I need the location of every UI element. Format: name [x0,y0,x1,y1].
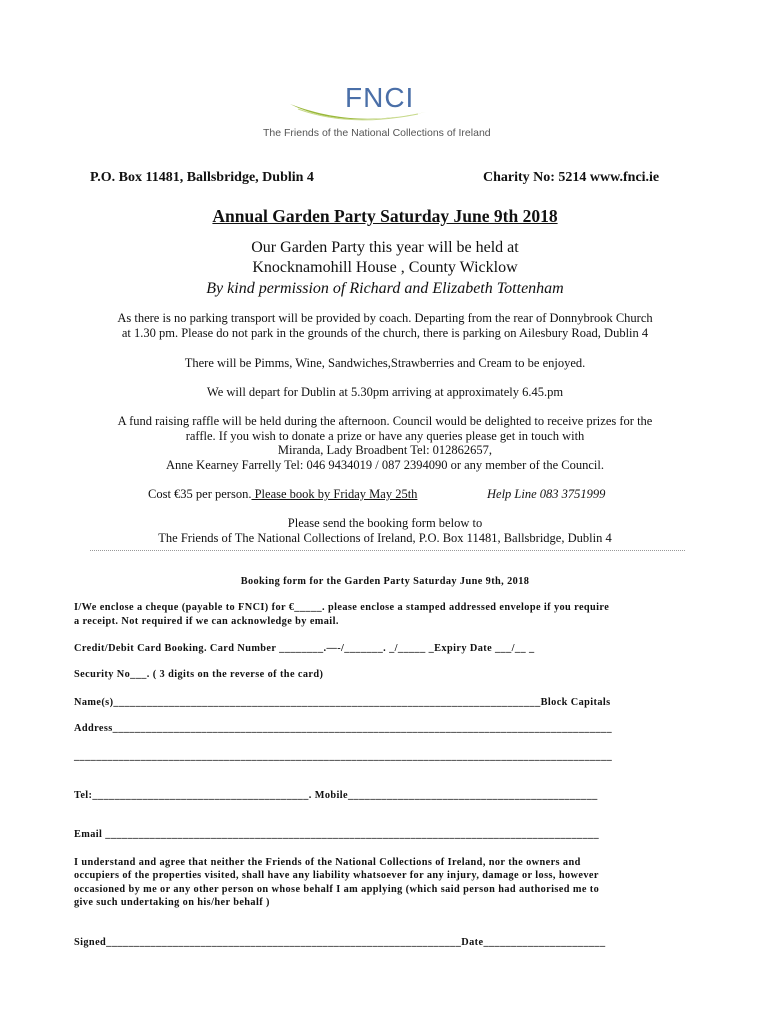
logo-name: FNCI [345,82,415,113]
card-number-field[interactable]: Credit/Debit Card Booking. Card Number ________.—-/_______. _/_____ _Expiry Date ___/__ _ [74,643,535,654]
page-title: Annual Garden Party Saturday June 9th 2018 [212,206,558,226]
security-number-field[interactable]: Security No___. ( 3 digits on the reverse of the card) [74,669,324,680]
parking-line-2: at 1.30 pm. Please do not park in the grounds of the church, there is parking on Ailesbury Road, Dublin 4 [121,326,649,340]
cost-line [148,487,417,502]
permission-line: By kind permission of Richard and Elizabeth Tottenham [206,280,564,297]
logo-subtitle: The Friends of the National Collections of Ireland [263,127,491,139]
cheque-line-2: a receipt. Not required if we can acknowledge by email. [74,616,339,627]
departure-line: We will depart for Dublin at 5.30pm arriving at approximately 6.45.pm [206,385,564,399]
book-by-text: Please book by Friday May 25th [251,487,418,501]
signature-date-field[interactable]: Signed________________________________________________________________Date______________________ [74,937,606,948]
address-field[interactable]: Address__________________________________________________________________________________________ [74,723,613,734]
send-line-1: Please send the booking form below to [287,516,483,530]
raffle-line-1: A fund raising raffle will be held during the afternoon. Council would be delighted to receive prizes for the [117,414,653,428]
parking-line-1: As there is no parking transport will be provided by coach. Departing from the rear of Donnybrook Church [117,311,653,325]
cost-text: Cost €35 per person. [148,487,252,501]
refreshments-line: There will be Pimms, Wine, Sandwiches,Strawberries and Cream to be enjoyed. [184,356,586,370]
header-address: P.O. Box 11481, Ballsbridge, Dublin 4 [90,170,314,185]
form-heading: Booking form for the Garden Party Saturday June 9th, 2018 [240,576,530,587]
address-field-line-2[interactable]: _________________________________________________________________________________________________ [74,751,613,762]
fnci-logo [260,82,500,142]
tel-mobile-field[interactable]: Tel:_______________________________________. Mobile_____________________________________________ [74,790,598,801]
names-field[interactable]: Name(s)_____________________________________________________________________________Block Capitals [74,697,611,708]
terms-line-2: occupiers of the properties visited, shall have any liability whatsoever for any injury, damage or loss, however [74,870,599,881]
cheque-line-1[interactable]: I/We enclose a cheque (payable to FNCI) for €_____. please enclose a stamped addressed envelope if you require [74,602,610,613]
venue-intro: Our Garden Party this year will be held at [251,239,519,256]
terms-line-3: occasioned by me or any other person on whose behalf I am applying (which said person had authorised me to [74,884,600,895]
header-charity: Charity No: 5214 www.fnci.ie [483,170,660,185]
terms-line-4: give such undertaking on his/her behalf ) [74,897,270,908]
raffle-line-2: raffle. If you wish to donate a prize or have any queries please get in touch with [185,429,585,443]
helpline-text: Help Line 083 3751999 [487,487,606,501]
raffle-line-4: Anne Kearney Farrelly Tel: 046 9434019 / 087 2394090 or any member of the Council. [165,458,605,472]
raffle-line-3: Miranda, Lady Broadbent Tel: 012862657, [277,443,493,457]
email-field[interactable]: Email _________________________________________________________________________________________ [74,829,600,840]
send-line-2: The Friends of The National Collections of Ireland, P.O. Box 11481, Ballsbridge, Dublin 4 [158,531,612,545]
divider [90,550,685,551]
venue-name: Knocknamohill House , County Wicklow [252,259,518,276]
terms-line-1: I understand and agree that neither the Friends of the National Collections of Ireland, nor the owners and [74,857,581,868]
